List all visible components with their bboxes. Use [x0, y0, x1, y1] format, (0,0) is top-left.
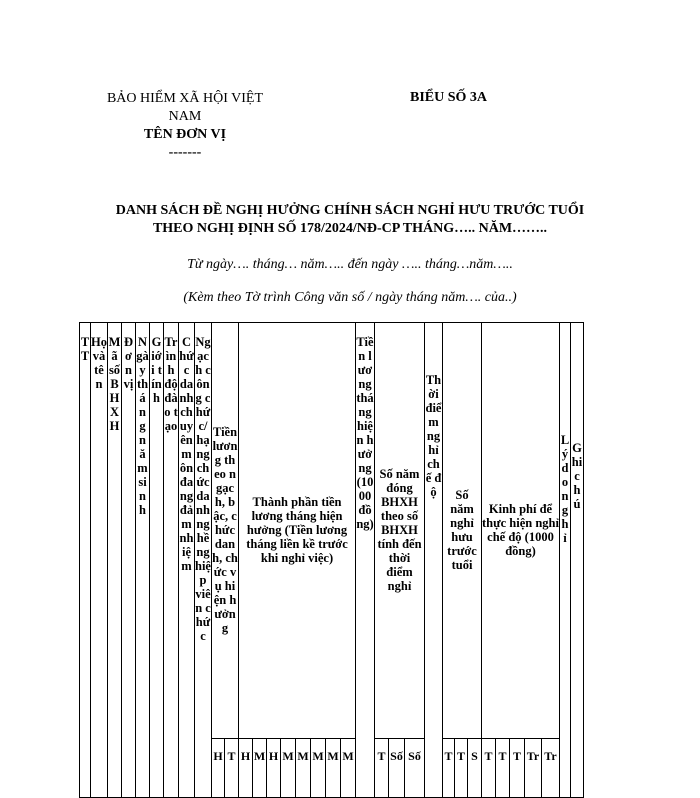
- sub-grade-1: H: [212, 738, 225, 797]
- col-gender: Giới tính: [150, 323, 164, 798]
- col-salary-grade: Tiền lương theo ngạch, bậc, chức danh, chức vụ hiện hưởng: [212, 323, 239, 739]
- sub-component-4: M: [281, 738, 296, 797]
- sub-years-paid-1: T: [375, 738, 389, 797]
- document-title: [60, 202, 640, 238]
- col-education: Trình độ đào tạo: [164, 323, 179, 798]
- title-line1: DANH SÁCH ĐỀ NGHỊ HƯỞNG CHÍNH SÁCH NGHỈ HƯU TRƯỚC TUỔI: [115, 203, 585, 218]
- col-years-paid: Số năm đóng BHXH theo số BHXH tính đến thời điểm nghỉ: [375, 323, 425, 739]
- sub-years-early-2: T: [455, 738, 468, 797]
- sub-budget-4: Tr: [525, 738, 542, 797]
- header-row-main: [80, 323, 584, 739]
- agency-block: [95, 90, 275, 162]
- sub-years-early-1: T: [443, 738, 455, 797]
- agency-name-line1: BẢO HIỂM XÃ HỘI VIỆT: [106, 91, 264, 106]
- title-line2: THEO NGHỊ ĐỊNH SỐ 178/2024/NĐ-CP THÁNG….. NĂM……..: [152, 221, 548, 236]
- sub-component-8: M: [341, 738, 356, 797]
- beneficiary-table: [79, 322, 584, 798]
- col-years-early: Số năm nghỉ hưu trước tuổi: [443, 323, 482, 739]
- sub-component-6: M: [311, 738, 326, 797]
- col-retire-time: Thời điểm nghỉ chế độ: [425, 323, 443, 798]
- col-job-title: Chức danh chuyên môn đang đảm nhiệm: [179, 323, 195, 798]
- sub-component-1: H: [239, 738, 253, 797]
- attachment-note: (Kèm theo Tờ trình Công văn số / ngày tháng năm…. của..): [183, 290, 517, 305]
- sub-budget-1: T: [482, 738, 496, 797]
- sub-component-5: M: [296, 738, 311, 797]
- form-code: BIỂU SỐ 3A: [410, 90, 488, 105]
- unit-name: TÊN ĐƠN VỊ: [143, 127, 227, 142]
- sub-budget-2: T: [496, 738, 510, 797]
- col-tt: TT: [80, 323, 91, 798]
- col-salary-components: Thành phần tiền lương tháng hiện hưởng (Tiền lương tháng liền kề trước khi nghỉ việc): [239, 323, 356, 739]
- sub-component-2: M: [253, 738, 267, 797]
- col-civil-rank: Ngạch công chức/ hạng chức danh nghề nghiệp viên chức: [195, 323, 212, 798]
- col-reason: Lý do nghỉ: [560, 323, 571, 798]
- col-bhxh-code: Mã số BHXH: [108, 323, 122, 798]
- col-budget: Kinh phí để thực hiện nghỉ chế độ (1000 đồng): [482, 323, 560, 739]
- col-name: Họ và tên: [91, 323, 108, 798]
- unit-separator: -------: [168, 145, 202, 160]
- date-range: Từ ngày…. tháng… năm….. đến ngày ….. tháng…năm…..: [187, 257, 513, 272]
- sub-years-early-3: S: [468, 738, 482, 797]
- col-birth-date: Ngày tháng năm sinh: [136, 323, 150, 798]
- sub-grade-2: T: [225, 738, 239, 797]
- col-note: Ghi chú: [571, 323, 584, 798]
- sub-years-paid-2: Số: [389, 738, 405, 797]
- sub-budget-5: Tr: [542, 738, 560, 797]
- sub-budget-3: T: [510, 738, 525, 797]
- sub-component-3: H: [267, 738, 281, 797]
- col-unit: Đơn vị: [122, 323, 136, 798]
- col-salary-total: Tiền lương tháng hiện hưởng (1000 đồng): [356, 323, 375, 798]
- sub-component-7: M: [326, 738, 341, 797]
- agency-name-line2: NAM: [168, 109, 202, 124]
- sub-years-paid-3: Số: [405, 738, 425, 797]
